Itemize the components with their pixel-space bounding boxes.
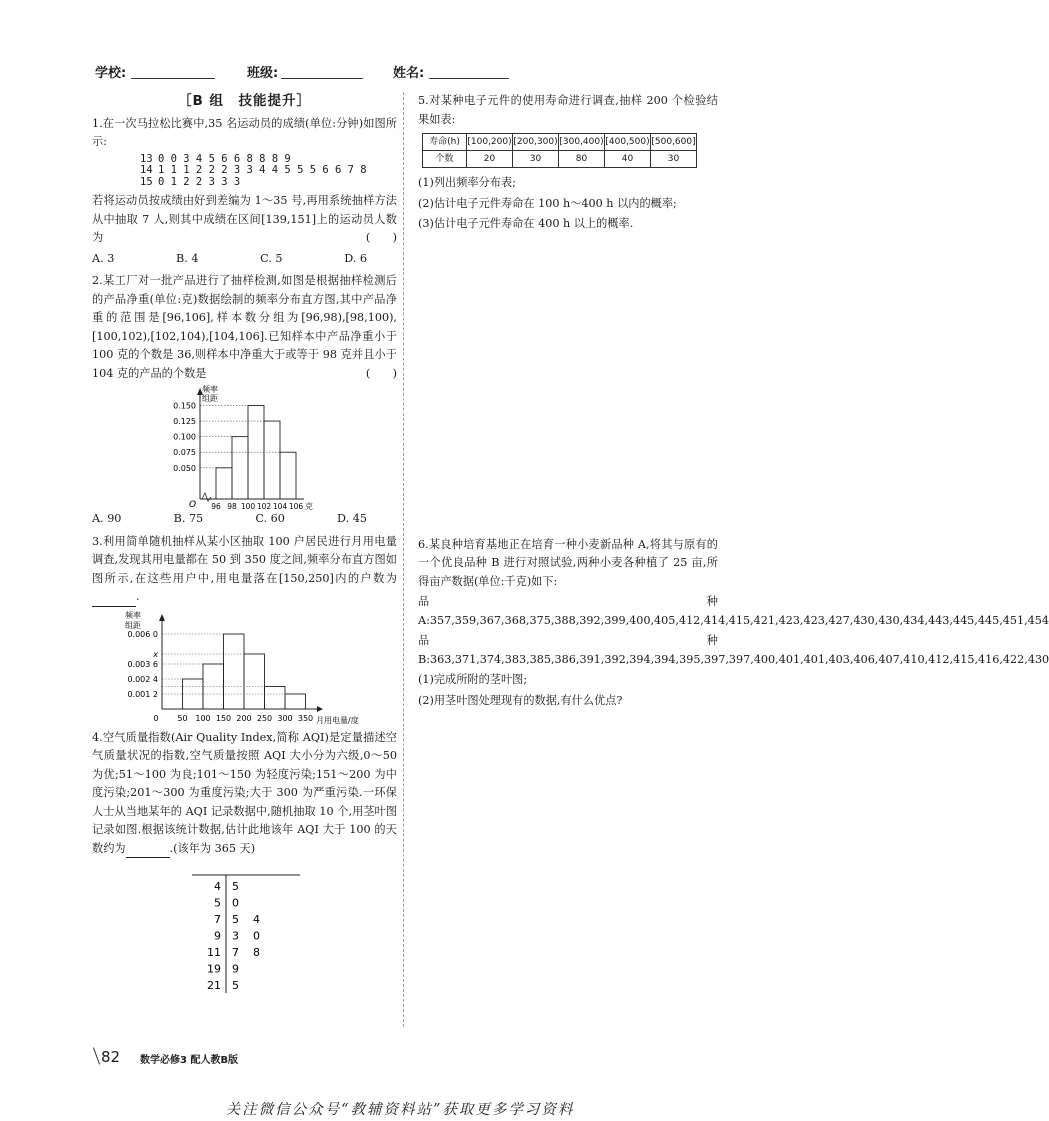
y-label-top: 频率 [202,385,218,394]
stem: 19 [207,962,221,976]
leaf: 8 [253,946,260,959]
leaves: 0 1 2 2 3 3 3 [158,175,241,188]
x-tick-label: 50 [177,713,188,723]
answer-blank [92,595,136,607]
option-a: A. 3 [92,251,115,265]
histogram-weight [92,385,392,510]
variety-a-data: 品种 A:357,359,367,368,375,388,392,399,400,405,412,414,415,421,423,423,427,430,430,434,443,445,445,451,454 [418,595,1049,627]
leaf: 0 [232,896,239,910]
question-1-text: 在一次马拉松比赛中,35 名运动员的成绩(单位:分钟)如图所示: [92,116,397,148]
class-line [281,78,363,79]
table-cell: [300,400) [559,134,605,151]
table-row [423,151,697,168]
bottom-note: 关注微信公众号“教辅资料站”获取更多学习资料 [225,1102,575,1118]
lifespan-table [422,133,697,168]
stem: 7 [214,913,221,926]
question-6-text: 某良种培育基地正在培育一种小麦新品种 A,将其与原有的一个优良品种 B 进行对照试验,两种小麦各种植了 25 亩,所得亩产数据(单位:千克)如下: [418,537,718,588]
question-2 [92,272,397,383]
leaf: 4 [253,913,260,926]
question-1-text2: 若将运动员按成绩由好到差编为 1～35 号,再用系统抽样方法从中抽取 7 人,则其中成绩在区间[139,151]上的运动员人数为 [92,194,397,244]
stem-leaf-row [140,177,397,189]
bar [216,468,232,499]
question-6-number: 6. [418,537,429,551]
option-d: D. 45 [337,512,367,525]
school-line [131,78,215,79]
question-5-number: 5. [418,94,429,107]
question-5-sub-1: (1)列出频率分布表; [418,176,516,189]
question-5-sub-3: (3)估计电子元件寿命在 400 h 以上的概率. [418,217,634,230]
book-title: 数学必修3 配人教B版 [140,1055,239,1066]
aqi-stem-leaf-plot [92,862,392,994]
x-tick-label: 100 [240,502,256,511]
question-2-options [92,510,397,529]
question-1 [92,115,397,152]
leaf: 9 [232,962,239,976]
leaves: 1 1 1 2 2 2 3 3 4 4 5 5 5 6 6 7 8 [158,164,367,176]
table-cell: 20 [467,151,513,168]
x-axis-label: 月用电量/度 [316,715,359,725]
option-c: C. 60 [255,512,285,525]
stem: 5 [214,896,221,910]
page-slash [93,1047,100,1064]
y-tick-label: 0.100 [173,432,196,442]
answer-paren: ( ) [365,366,397,380]
stem: 15 [140,175,153,188]
y-label-bottom: 组距 [125,620,141,630]
axis-break-icon [202,493,211,501]
x-axis-label: 克 [305,502,313,511]
leaf: 5 [232,913,239,926]
leaf: 5 [232,880,239,893]
y-tick-labels [127,630,158,699]
y-tick-label: x [153,649,158,659]
column-divider [403,92,404,1027]
school-label: 学校: [95,66,127,81]
table-header-cell: 个数 [423,151,467,168]
y-label-top: 频率 [125,610,141,620]
bar [244,654,265,709]
left-column [92,92,397,994]
question-5-sub-2: (2)估计电子元件寿命在 100 h～400 h 以内的概率; [418,196,677,210]
chart-bars [183,634,306,709]
y-tick-label: 0.001 2 [127,689,158,699]
x-axis-arrow [317,706,323,712]
question-2-number: 2. [92,274,103,287]
option-a: A. 90 [92,512,122,525]
option-b: B. 75 [173,512,204,525]
y-label-bottom: 组距 [202,394,218,403]
stem-leaf-row [140,165,397,177]
y-axis-arrow [159,614,165,621]
option-d: D. 6 [344,251,367,265]
question-3-text: 利用简单随机抽样从某小区抽取 100 户居民进行月用电量调查,发现其用电量都在 50 到 350 度之间,频率分布直方图如图所示,在这些用户中,用电量落在[150,250]内的户数为 [92,534,397,585]
bar [265,686,286,709]
question-1-body [92,192,397,248]
x-tick-labels [153,714,313,723]
y-tick-label: 0.006 0 [127,629,158,639]
question-4-end: .(该年为 365 天) [169,841,256,855]
option-b: B. 4 [175,251,199,265]
answer-paren: ( ) [365,231,397,244]
bar [248,405,264,499]
table-cell: 40 [605,151,651,168]
x-tick-label: 150 [215,713,232,723]
x-tick-label: 250 [256,713,273,723]
question-6 [418,536,718,592]
table-cell: [200,300) [513,134,559,151]
table-cell: 80 [559,151,605,168]
stem: 9 [214,929,221,943]
name-line [429,78,509,79]
name-label: 姓名: [393,66,425,81]
option-c: C. 5 [260,251,283,265]
question-1-options [92,250,397,269]
x-tick-label: 100 [195,713,211,723]
bar [232,437,248,499]
y-tick-label: 0.150 [173,401,196,411]
x-tick-label: 106 [288,502,304,511]
origin-label: O [189,500,197,510]
bar [264,421,280,499]
bar [224,634,245,709]
x-tick-label: 96 [211,502,221,511]
table-cell: [500,600] [651,134,697,151]
leaf: 0 [253,929,260,943]
question-5-text: 对某种电子元件的使用寿命进行调查,抽样 200 个检验结果如表: [418,94,718,126]
x-tick-label: 0 [153,713,159,723]
table-cell: [400,500) [605,134,651,151]
histogram-electricity [92,609,397,727]
table-cell: [100,200) [467,134,513,151]
bar [285,694,306,709]
question-4-text: 空气质量指数(Air Quality Index,简称 AQI)是定量描述空气质量状况的指数,空气质量按照 AQI 大小分为六级,0～50 为优;51～100 为良;101～150 为轻度污染;151～200 为中度污染;201～300 为重度污染;大于 300 为严重污染.一环保人士从当地某年的 AQI 记录数据中,随机抽取 10 个,用茎叶图记录如图.根据该统计数据,估计此地该年 AQI 大于 100 的天数约为 [92,730,397,855]
table-header-cell: 寿命(h) [423,134,467,151]
question-5 [418,92,718,129]
variety-b-data: 品种 B:363,371,374,383,385,386,391,392,394,394,395,397,397,400,401,401,403,406,407,410,412,415,416,422,430 [418,634,1049,666]
y-tick-labels [173,401,196,472]
x-tick-label: 104 [272,502,288,511]
class-label: 班级: [247,66,279,81]
x-tick-label: 300 [277,713,293,723]
page-header [95,62,715,84]
table-cell: 30 [651,151,697,168]
y-tick-label: 0.003 6 [127,659,158,669]
stem: 13 [140,152,153,165]
x-tick-label: 98 [227,502,237,511]
question-3 [92,533,397,607]
question-1-number: 1. [92,116,103,130]
stem: 4 [214,880,221,893]
right-column [418,92,1049,712]
question-3-number: 3. [92,534,103,548]
x-tick-label: 102 [256,502,272,511]
question-4-number: 4. [92,730,103,744]
stem: 14 [140,164,153,176]
y-tick-label: 0.050 [173,463,196,473]
bar [280,452,296,499]
leaf: 3 [232,929,239,943]
leaf: 7 [232,946,239,959]
question-6-sub-2: (2)用茎叶图处理现有的数据,有什么优点? [418,693,623,707]
leaf: 5 [232,979,239,992]
y-tick-label: 0.125 [173,417,196,427]
page-number-text: 82 [101,1048,121,1066]
y-tick-label: 0.075 [173,448,196,458]
y-tick-label: 0.002 4 [127,674,158,684]
x-tick-label: 200 [236,713,252,723]
answer-blank [126,846,170,858]
question-1-stem-leaf [140,154,397,189]
question-4 [92,729,397,859]
stem-leaf-rows [207,880,260,992]
x-tick-label: 350 [297,713,314,723]
leaves: 0 0 3 4 5 6 6 8 8 8 9 [158,152,291,165]
question-6-sub-1: (1)完成所附的茎叶图; [418,673,528,686]
page-number [96,1047,120,1066]
stem: 21 [207,979,221,992]
question-2-text: 某工厂对一批产品进行了抽样检测,如图是根据抽样检测后的产品净重(单位:克)数据绘制的频率分布直方图,其中产品净重的范围是[96,106],样本数分组为[96,98),[98,100),[100,102),[102,104),[104,106].已知样本中产品净重小于 100 克的个数是 36,则样本中净重大于或等于 98 克并且小于 104 克的产品的个数是 [92,274,397,380]
group-title: ［B 组 技能提升］ [178,93,311,109]
question-3-end: . [136,590,140,603]
stem: 11 [207,946,221,959]
table-cell: 30 [513,151,559,168]
table-row [423,134,697,151]
